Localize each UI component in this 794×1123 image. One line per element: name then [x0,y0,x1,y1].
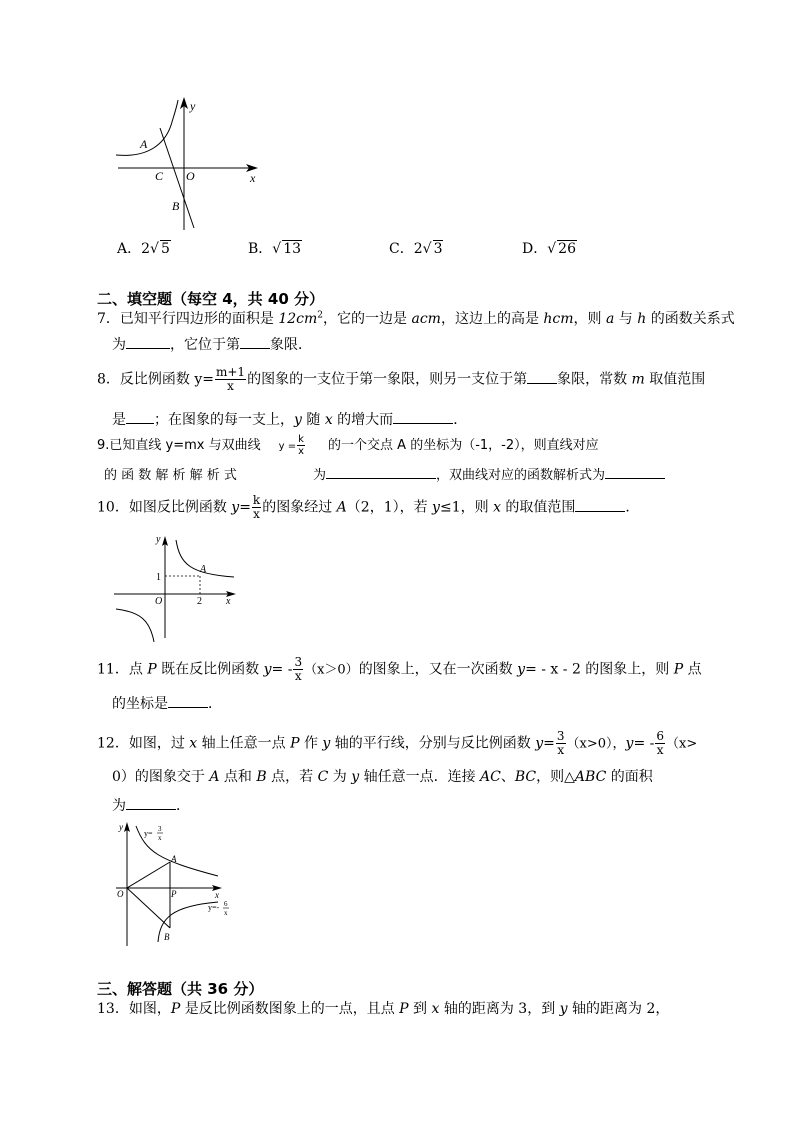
q12-line-OA [127,862,170,888]
q8-blank-2[interactable] [126,409,154,424]
q9-line2: 的 函 数 解 析 解 析 式 为 ，双曲线对应的函数解析式为 [104,464,665,483]
q9-fraction: $\frac{k}{x}$ [298,434,305,457]
q12-line3: 为 ． [112,795,190,815]
q8-blank-1[interactable] [527,369,557,384]
choice-c: C．2√ 3 [389,241,443,257]
choice-b: B．√ 13 [248,241,302,257]
section-2-title: 二、填空题（每空 4，共 40 分） [97,290,324,308]
q11-line2: 的坐标是 ． [112,693,222,713]
q7-line2: 为 ，它位于第 象限． [112,334,312,354]
q12-blank[interactable] [126,795,176,810]
q12-line1: 12．如图，过 x 轴上任意一点 P 作 y 轴的平行线，分别与反比例函数 y= $\frac{3}{x}$ （x>0），y= - $\frac{6}{x}$ （x> [97,729,698,757]
q12-label-x: x [215,890,219,900]
section-3-title: 三、解答题（共 36 分） [97,980,264,998]
label-C: C [155,169,164,183]
choice-d: D．√ 26 [522,241,576,257]
q7-line1: 7．已知平行四边形的面积是 $12cm^2$，它的一边是 acm，这边上的高是 hcm，则 a 与 h 的函数关系式 [97,310,735,327]
q10-label-x: x [226,596,231,607]
q12-fraction-1: $\frac{3}{x}$ [556,729,565,757]
q12-label-O: O [117,889,124,899]
q12-label-f2-den: x [224,909,228,917]
q10-fraction: $\frac{k}{x}$ [252,493,261,521]
q12-line-OB [127,888,170,928]
q12-label-P: P [171,889,177,899]
q10-figure [110,530,240,642]
q10-hyperbola-q3 [116,609,154,642]
label-O: O [186,169,195,183]
q12-label-f1: y= [144,829,153,838]
q9-line1: 9.已知直线 y=mx 与双曲线 y = $\frac{k}{x}$ 的一个交点 A 的坐标为（-1，-2），则直线对应 [97,434,599,457]
q12-label-f2-num: 6 [224,900,228,908]
q7-blank-1[interactable] [126,334,170,349]
q8-blank-3[interactable] [393,409,453,424]
q10-label-2: 2 [197,596,202,607]
q12-label-f1-num: 3 [158,825,162,833]
q10-line1: 10．如图反比例函数 y= $\frac{k}{x}$ 的图象经过 A（2，1），若 y≤1，则 x 的取值范围 ． [97,493,640,521]
label-A: A [140,137,148,151]
q12-figure [112,818,237,950]
q10-label-A: A [200,564,207,575]
q12-fraction-2: $\frac{6}{x}$ [656,729,665,757]
q10-label-1: 1 [156,572,161,583]
choice-a: A．2√ 5 [117,241,170,257]
q11-fraction: $\frac{3}{x}$ [294,655,303,683]
q11-blank[interactable] [168,693,208,708]
q12-label-f2: y=- [208,903,220,912]
label-B: B [172,199,180,213]
label-y: y [190,99,196,113]
q12-label-B: B [164,932,170,942]
q8-line1: 8．反比例函数 y= $\frac{m+1}{x}$ 的图象的一支位于第一象限，则另一支位于第 象限，常数 m 取值范围 [97,365,706,393]
q12-label-A: A [171,854,177,864]
q9-blank-1[interactable] [326,464,436,479]
top-figure [110,92,270,232]
q10-blank[interactable] [575,497,625,512]
q11-line1: 11．点 P 既在反比例函数 y= - $\frac{3}{x}$ （x＞0）的图象上，又在一次函数 y= - x - 2 的图象上，则 P 点 [97,655,702,683]
q10-label-y: y [156,534,161,545]
q13-line1: 13．如图，P 是反比例函数图象上的一点，且点 P 到 x 轴的距离为 3，到 y 轴的距离为 2， [97,1001,670,1017]
label-x: x [250,171,256,185]
q9-blank-2[interactable] [605,464,665,479]
q12-line2: 0）的图象交于 A 点和 B 点，若 C 为 y 轴任意一点．连接 AC、BC，则△ABC 的面积 [112,769,653,785]
q12-label-f1-den: x [158,834,162,842]
q8-fraction: $\frac{m+1}{x}$ [216,365,246,393]
q12-label-y: y [119,822,123,832]
q10-label-O: O [155,596,163,607]
q7-blank-2[interactable] [240,334,270,349]
q8-line2: 是 ；在图象的每一支上，y 随 x 的增大而 ． [112,409,467,429]
